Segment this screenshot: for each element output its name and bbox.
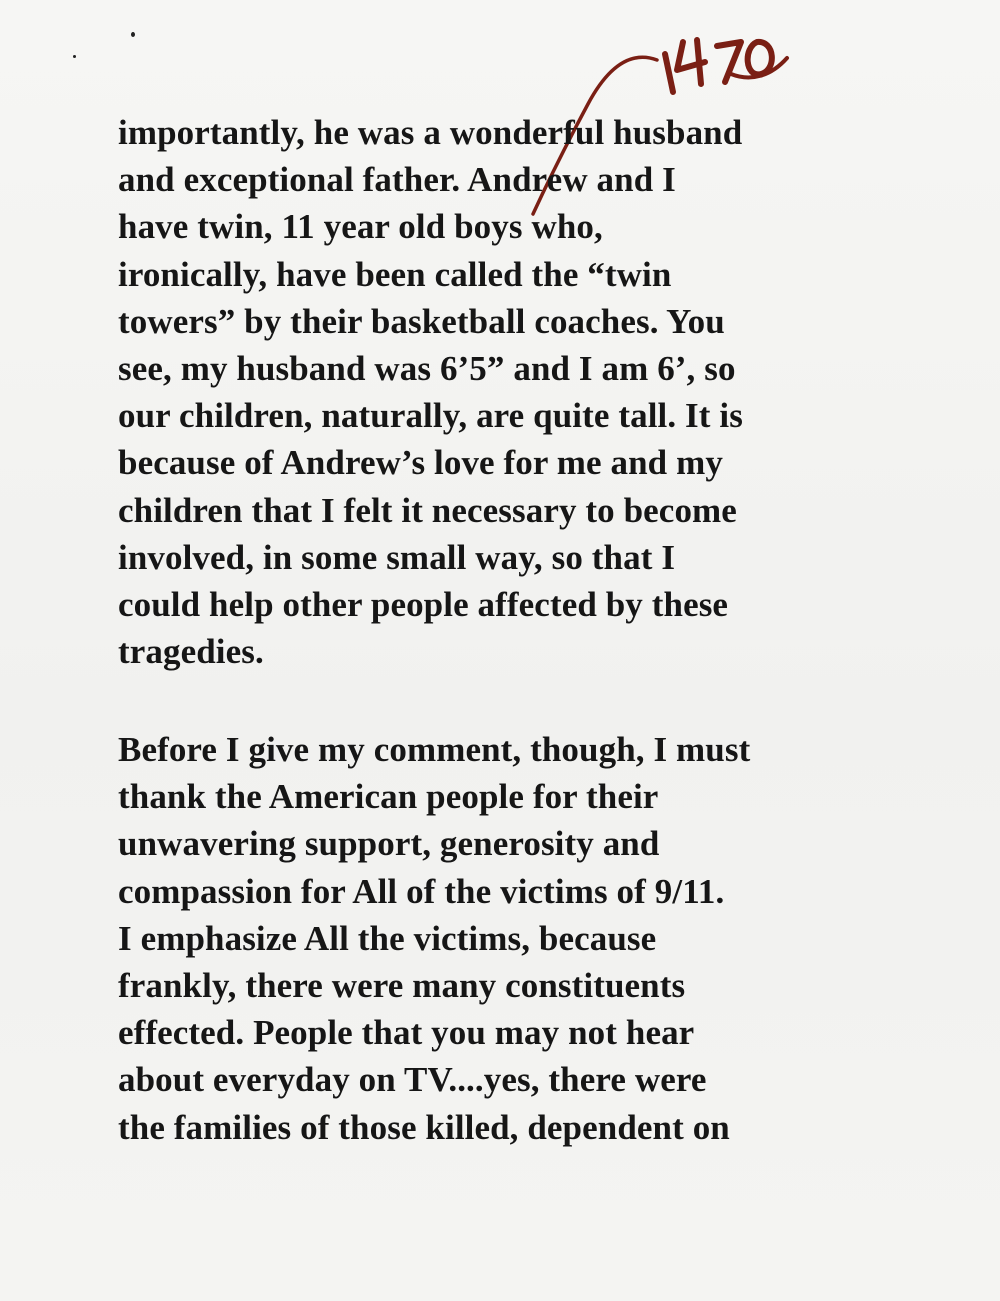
- text-line: compassion for All of the victims of 9/11.: [118, 871, 725, 911]
- paragraph-1: [118, 109, 858, 675]
- text-line: see, my husband was 6’5” and I am 6’, so: [118, 348, 736, 388]
- annotation-underline: [731, 58, 787, 77]
- text-line: tragedies.: [118, 632, 264, 672]
- text-line: the families of those killed, dependent on: [118, 1107, 730, 1147]
- text-line: effected. People that you may not hear: [118, 1013, 695, 1053]
- text-line: have twin, 11 year old boys who,: [118, 207, 603, 247]
- text-line: unwavering support, generosity and: [118, 824, 660, 864]
- text-line: our children, naturally, are quite tall. It is: [118, 396, 743, 436]
- text-line: about everyday on TV....yes, there were: [118, 1060, 707, 1100]
- text-line: because of Andrew’s love for me and my: [118, 443, 723, 483]
- text-line: and exceptional father. Andrew and I: [118, 160, 676, 200]
- text-line: importantly, he was a wonderful husband: [118, 113, 743, 152]
- text-line: frankly, there were many constituents: [118, 965, 686, 1005]
- paragraph-2: [118, 726, 858, 1151]
- annotation-digit-0: [748, 42, 772, 74]
- text-line: I emphasize All the victims, because: [118, 918, 657, 958]
- text-line: towers” by their basketball coaches. You: [118, 301, 725, 341]
- dust-speck: [131, 32, 135, 37]
- annotation-digit-1: [665, 54, 673, 92]
- annotation-digit-4: [677, 40, 705, 84]
- text-line: Before I give my comment, though, I must: [118, 730, 751, 769]
- text-line: thank the American people for their: [118, 777, 659, 817]
- text-line: could help other people affected by these: [118, 584, 729, 624]
- dust-speck: [73, 55, 76, 58]
- text-line: involved, in some small way, so that I: [118, 537, 676, 577]
- text-line: ironically, have been called the “twin: [118, 254, 672, 294]
- text-line: children that I felt it necessary to become: [118, 490, 737, 530]
